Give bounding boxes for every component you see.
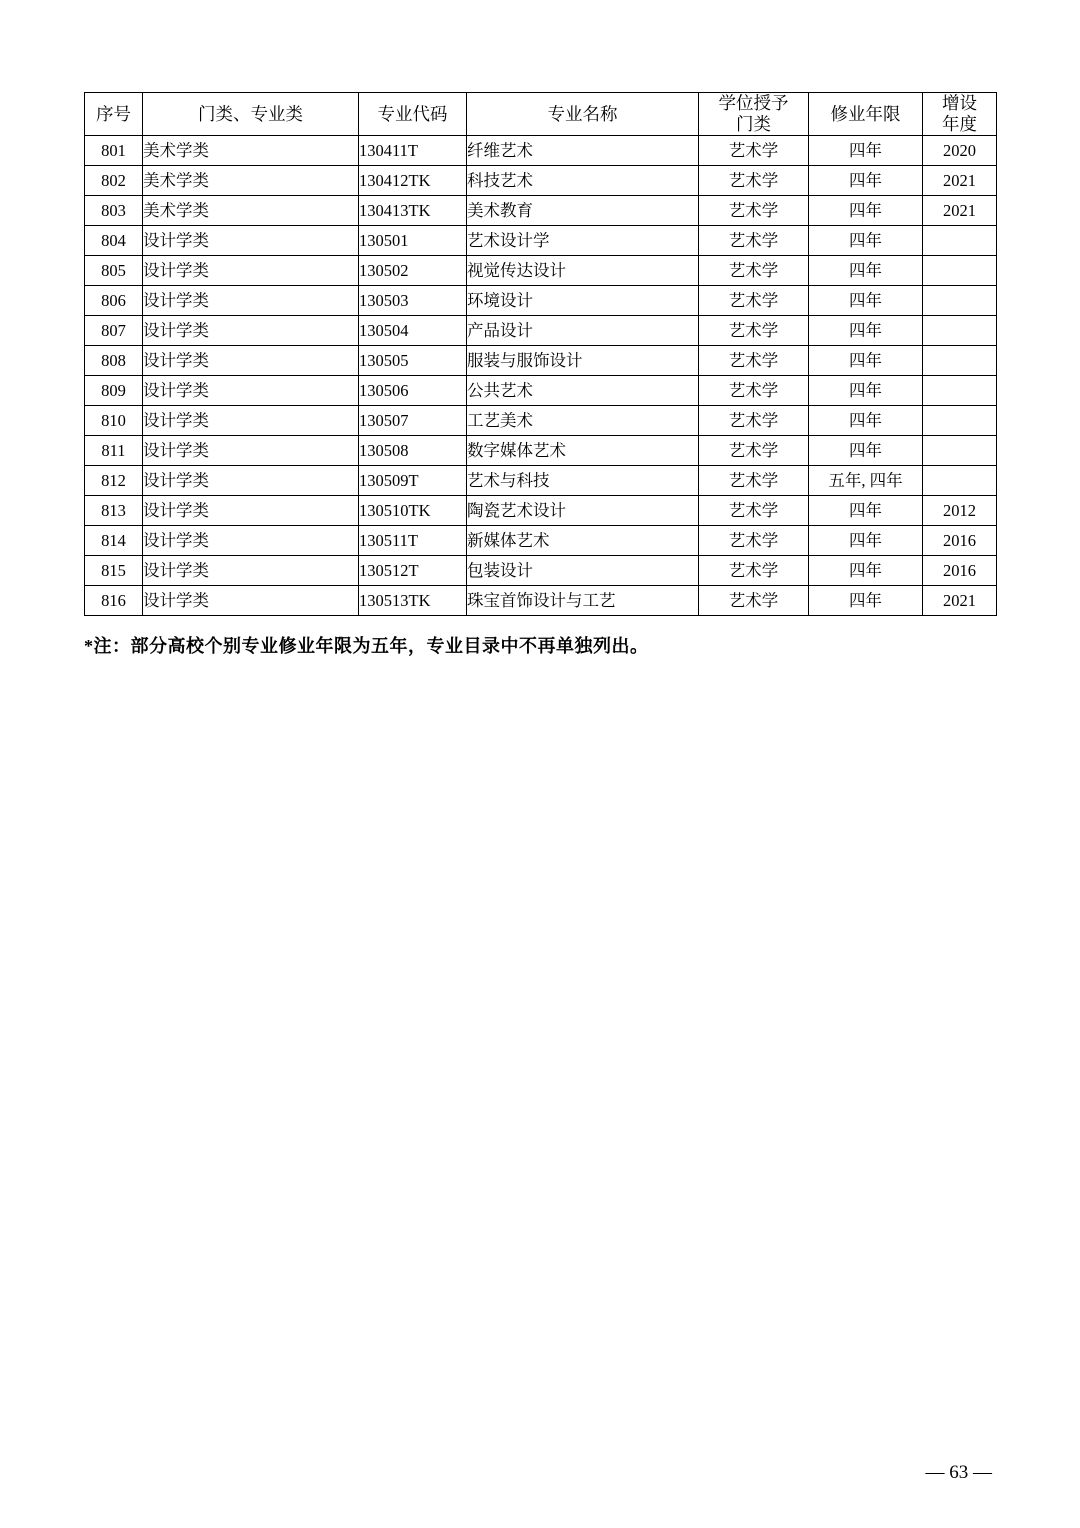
cell-name: 科技艺术	[467, 166, 699, 196]
cell-code: 130508	[359, 436, 467, 466]
table-row	[85, 226, 997, 256]
cell-duration: 四年	[809, 586, 923, 616]
cell-code: 130509T	[359, 466, 467, 496]
cell-code: 130411T	[359, 136, 467, 166]
cell-degree: 艺术学	[699, 166, 809, 196]
cell-seq: 805	[85, 256, 143, 286]
cell-name: 工艺美术	[467, 406, 699, 436]
cell-code: 130412TK	[359, 166, 467, 196]
cell-degree: 艺术学	[699, 406, 809, 436]
cell-added-year	[923, 436, 997, 466]
table-row	[85, 196, 997, 226]
cell-category: 美术学类	[143, 166, 359, 196]
cell-category: 设计学类	[143, 406, 359, 436]
cell-added-year	[923, 376, 997, 406]
cell-degree: 艺术学	[699, 586, 809, 616]
table-row	[85, 466, 997, 496]
cell-duration: 四年	[809, 496, 923, 526]
cell-name: 美术教育	[467, 196, 699, 226]
cell-category: 设计学类	[143, 436, 359, 466]
cell-duration: 四年	[809, 226, 923, 256]
cell-added-year: 2021	[923, 166, 997, 196]
cell-code: 130413TK	[359, 196, 467, 226]
column-header-seq: 序号	[85, 93, 143, 136]
cell-name: 服装与服饰设计	[467, 346, 699, 376]
cell-duration: 四年	[809, 346, 923, 376]
cell-added-year: 2020	[923, 136, 997, 166]
cell-category: 美术学类	[143, 136, 359, 166]
cell-degree: 艺术学	[699, 196, 809, 226]
cell-degree: 艺术学	[699, 136, 809, 166]
cell-category: 设计学类	[143, 376, 359, 406]
table-header-row	[85, 93, 997, 136]
cell-duration: 四年	[809, 196, 923, 226]
cell-added-year	[923, 466, 997, 496]
cell-added-year: 2021	[923, 586, 997, 616]
cell-added-year: 2016	[923, 556, 997, 586]
table-row	[85, 406, 997, 436]
cell-duration: 四年	[809, 166, 923, 196]
cell-seq: 808	[85, 346, 143, 376]
table-row	[85, 316, 997, 346]
column-header-added-year-line2: 年度	[942, 114, 977, 134]
table-body	[85, 136, 997, 616]
cell-degree: 艺术学	[699, 436, 809, 466]
cell-added-year	[923, 256, 997, 286]
cell-degree: 艺术学	[699, 496, 809, 526]
cell-category: 美术学类	[143, 196, 359, 226]
cell-added-year: 2012	[923, 496, 997, 526]
cell-category: 设计学类	[143, 226, 359, 256]
cell-category: 设计学类	[143, 346, 359, 376]
cell-duration: 四年	[809, 406, 923, 436]
column-header-category: 门类、专业类	[143, 93, 359, 136]
column-header-degree-line2: 门类	[736, 114, 771, 134]
cell-category: 设计学类	[143, 556, 359, 586]
cell-duration: 四年	[809, 316, 923, 346]
cell-name: 环境设计	[467, 286, 699, 316]
cell-seq: 806	[85, 286, 143, 316]
cell-code: 130504	[359, 316, 467, 346]
footnote: *注：部分高校个别专业修业年限为五年，专业目录中不再单独列出。	[84, 636, 649, 656]
cell-duration: 四年	[809, 256, 923, 286]
cell-code: 130501	[359, 226, 467, 256]
cell-name: 纤维艺术	[467, 136, 699, 166]
column-header-degree	[699, 93, 809, 136]
cell-degree: 艺术学	[699, 226, 809, 256]
table-row	[85, 376, 997, 406]
cell-name: 产品设计	[467, 316, 699, 346]
cell-duration: 四年	[809, 526, 923, 556]
column-header-code: 专业代码	[359, 93, 467, 136]
cell-seq: 813	[85, 496, 143, 526]
page-number: — 63 —	[925, 1462, 992, 1483]
cell-seq: 816	[85, 586, 143, 616]
column-header-duration: 修业年限	[809, 93, 923, 136]
cell-code: 130506	[359, 376, 467, 406]
cell-seq: 814	[85, 526, 143, 556]
cell-seq: 810	[85, 406, 143, 436]
cell-added-year: 2016	[923, 526, 997, 556]
cell-degree: 艺术学	[699, 466, 809, 496]
cell-seq: 812	[85, 466, 143, 496]
cell-degree: 艺术学	[699, 556, 809, 586]
table-row	[85, 136, 997, 166]
cell-seq: 811	[85, 436, 143, 466]
cell-added-year	[923, 316, 997, 346]
cell-duration: 四年	[809, 436, 923, 466]
cell-code: 130511T	[359, 526, 467, 556]
cell-seq: 804	[85, 226, 143, 256]
cell-name: 新媒体艺术	[467, 526, 699, 556]
cell-degree: 艺术学	[699, 316, 809, 346]
cell-name: 数字媒体艺术	[467, 436, 699, 466]
cell-category: 设计学类	[143, 286, 359, 316]
cell-code: 130507	[359, 406, 467, 436]
table-row	[85, 526, 997, 556]
cell-seq: 802	[85, 166, 143, 196]
column-header-added-year	[923, 93, 997, 136]
table-row	[85, 166, 997, 196]
cell-seq: 803	[85, 196, 143, 226]
cell-duration: 四年	[809, 136, 923, 166]
major-catalog-table-wrapper	[84, 92, 996, 616]
cell-duration: 四年	[809, 556, 923, 586]
cell-degree: 艺术学	[699, 526, 809, 556]
cell-code: 130510TK	[359, 496, 467, 526]
column-header-degree-line1: 学位授予	[718, 93, 789, 113]
cell-category: 设计学类	[143, 466, 359, 496]
cell-seq: 807	[85, 316, 143, 346]
cell-duration: 四年	[809, 376, 923, 406]
column-header-added-year-line1: 增设	[942, 93, 977, 113]
table-row	[85, 586, 997, 616]
cell-degree: 艺术学	[699, 376, 809, 406]
cell-name: 陶瓷艺术设计	[467, 496, 699, 526]
table-row	[85, 436, 997, 466]
cell-code: 130505	[359, 346, 467, 376]
cell-degree: 艺术学	[699, 286, 809, 316]
cell-code: 130512T	[359, 556, 467, 586]
table-row	[85, 256, 997, 286]
cell-name: 珠宝首饰设计与工艺	[467, 586, 699, 616]
cell-name: 包装设计	[467, 556, 699, 586]
cell-added-year	[923, 226, 997, 256]
cell-added-year	[923, 286, 997, 316]
cell-degree: 艺术学	[699, 346, 809, 376]
table-row	[85, 346, 997, 376]
cell-name: 公共艺术	[467, 376, 699, 406]
cell-category: 设计学类	[143, 256, 359, 286]
table-row	[85, 556, 997, 586]
cell-duration: 五年, 四年	[809, 466, 923, 496]
cell-category: 设计学类	[143, 496, 359, 526]
cell-code: 130502	[359, 256, 467, 286]
cell-code: 130503	[359, 286, 467, 316]
cell-name: 艺术设计学	[467, 226, 699, 256]
cell-added-year	[923, 346, 997, 376]
cell-name: 艺术与科技	[467, 466, 699, 496]
major-catalog-table	[84, 92, 997, 616]
table-row	[85, 286, 997, 316]
cell-category: 设计学类	[143, 526, 359, 556]
cell-added-year: 2021	[923, 196, 997, 226]
column-header-name: 专业名称	[467, 93, 699, 136]
cell-seq: 801	[85, 136, 143, 166]
cell-seq: 809	[85, 376, 143, 406]
cell-code: 130513TK	[359, 586, 467, 616]
cell-degree: 艺术学	[699, 256, 809, 286]
cell-category: 设计学类	[143, 316, 359, 346]
table-header	[85, 93, 997, 136]
table-row	[85, 496, 997, 526]
cell-category: 设计学类	[143, 586, 359, 616]
cell-seq: 815	[85, 556, 143, 586]
cell-added-year	[923, 406, 997, 436]
cell-duration: 四年	[809, 286, 923, 316]
cell-name: 视觉传达设计	[467, 256, 699, 286]
